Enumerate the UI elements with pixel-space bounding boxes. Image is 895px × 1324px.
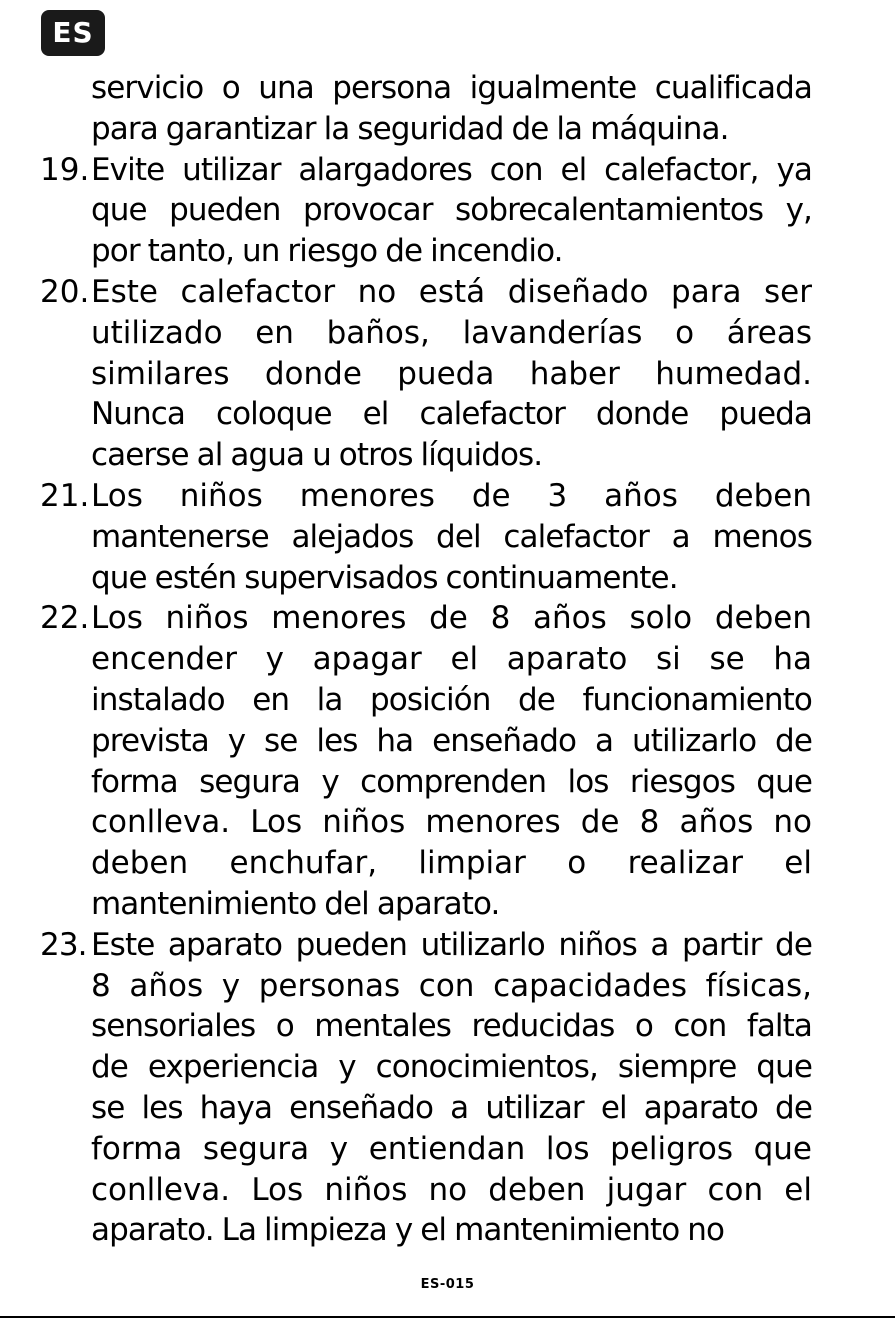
text-line: similares donde pueda haber humedad. [91, 355, 812, 392]
text-line: forma segura y comprenden los riesgos que [91, 763, 812, 800]
item-number: 20. [40, 273, 90, 310]
instruction-item-20 [40, 272, 812, 476]
text-line: aparato. La limpieza y el mantenimiento no [91, 1212, 725, 1249]
text-line: Nunca coloque el calefactor donde pueda [91, 396, 812, 433]
instruction-item-19 [40, 150, 812, 272]
text-line: Los niños menores de 8 años solo deben [91, 600, 812, 637]
item-number: 19. [40, 151, 90, 188]
page-number: ES-015 [420, 1277, 475, 1292]
text-line: caerse al agua u otros líquidos. [91, 437, 543, 474]
text-line: Este aparato pueden utilizarlo niños a partir de [91, 926, 812, 963]
text-line: por tanto, un riesgo de incendio. [91, 233, 563, 270]
text-line: conlleva. Los niños menores de 8 años no [91, 804, 812, 841]
text-line: mantenimiento del aparato. [91, 885, 500, 922]
bottom-divider [0, 1316, 895, 1318]
language-badge: ES [41, 10, 105, 56]
text-line: que estén supervisados continuamente. [91, 559, 678, 596]
text-line: forma segura y entiendan los peligros que [91, 1130, 812, 1167]
instruction-item-23 [40, 925, 812, 1251]
text-line: servicio o una persona igualmente cualificada [91, 70, 812, 106]
text-line: que pueden provocar sobrecalentamientos y, [91, 192, 812, 229]
text-line: se les haya enseñado a utilizar el aparato de [91, 1089, 812, 1126]
instruction-item-21 [40, 476, 812, 598]
text-line: sensoriales o mentales reducidas o con falta [91, 1008, 812, 1045]
text-line: de experiencia y conocimientos, siempre que [91, 1049, 812, 1086]
item-number: 22. [40, 600, 90, 637]
text-line: deben enchufar, limpiar o realizar el [91, 845, 812, 882]
text-line: Este calefactor no está diseñado para ser [91, 273, 812, 310]
instruction-item-22 [40, 598, 812, 924]
text-line: prevista y se les ha enseñado a utilizarlo de [91, 722, 812, 759]
item-number: 23. [40, 926, 87, 963]
text-line: 8 años y personas con capacidades físicas, [91, 967, 812, 1004]
text-line: instalado en la posición de funcionamiento [91, 681, 812, 718]
text-line: utilizado en baños, lavanderías o áreas [91, 314, 812, 351]
item-number: 21. [40, 477, 90, 514]
text-line: encender y apagar el aparato si se ha [91, 641, 812, 678]
continuation-paragraph [40, 68, 812, 150]
text-line: conlleva. Los niños no deben jugar con el [91, 1171, 812, 1208]
text-line: Los niños menores de 3 años deben [91, 477, 812, 514]
text-line: para garantizar la seguridad de la máquina. [91, 110, 729, 147]
text-line: mantenerse alejados del calefactor a menos [91, 518, 812, 555]
text-line: Evite utilizar alargadores con el calefactor, ya [91, 151, 812, 188]
safety-instructions [40, 68, 812, 1251]
